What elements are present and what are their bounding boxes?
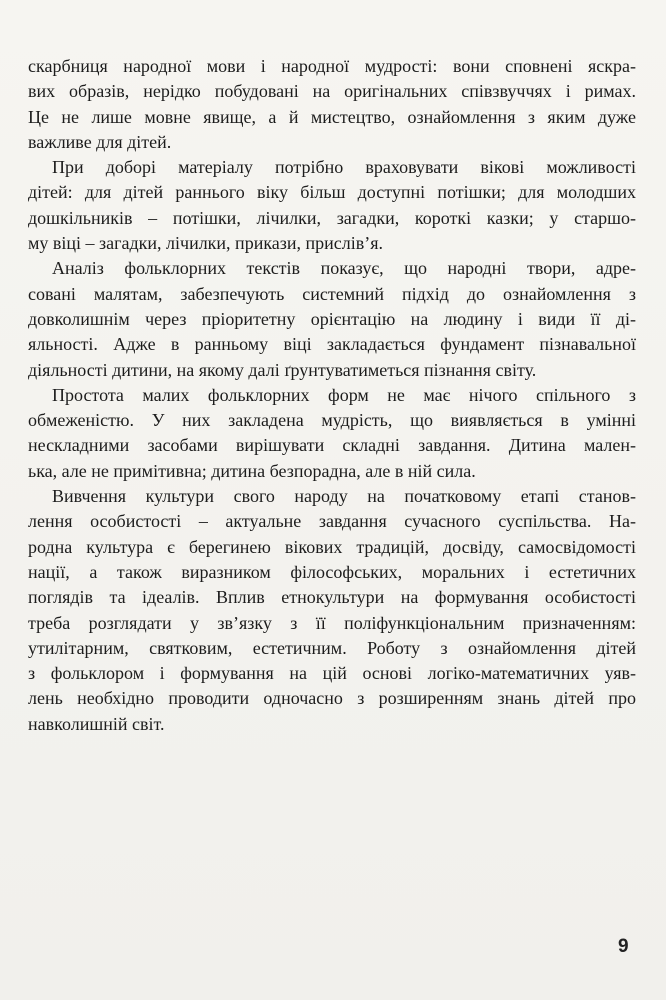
text-line: дітей: для дітей раннього віку більш доступні потішки; для молодших [28,182,636,203]
text-line: довколишнім через пріоритетну орієнтацію на людину і види її ді- [28,308,636,329]
text-line: лення особистості – актуальне завдання сучасного суспільства. На- [28,511,636,532]
paragraph [28,383,636,484]
text-line: родна культура є берегинею вікових традицій, досвіду, самосвідомості [28,536,636,557]
text-line: обмеженістю. У них закладена мудрість, що виявляється в умінні [28,410,636,431]
text-line: вих образів, нерідко побудовані на оригінальних співзвуччях і римах. [28,81,636,102]
text-line: нескладними засобами вирішувати складні завдання. Дитина мален- [28,435,636,456]
text-line: навколишній світ. [28,713,165,734]
text-line: дошкільників – потішки, лічилки, загадки, короткі казки; у старшо- [28,207,636,228]
text-line: му віці – загадки, лічилки, прикази, прислів’я. [28,233,384,254]
page-number: 9 [618,936,629,957]
text-line: поглядів та ідеалів. Вплив етнокультури на формування особистості [28,587,636,608]
paragraph [28,54,636,155]
text-line: нації, а також виразником філософських, моральних і естетичних [28,561,636,582]
text-line: скарбниця народної мови і народної мудрості: вони сповнені яскра- [28,56,636,76]
text-line: совані малятам, забезпечують системний підхід до ознайомлення з [28,283,636,304]
text-line: утилітарним, святковим, естетичним. Роботу з ознайомлення дітей [28,637,636,658]
text-line: важливе для дітей. [28,131,172,152]
text-line: Простота малих фольклорних форм не має нічого спільного з [52,384,636,405]
text-line: треба розглядати у зв’язку з її поліфункціональним призначенням: [28,612,636,633]
paragraph [28,256,636,382]
body-text [28,54,636,737]
text-line: ька, але не примітивна; дитина безпорадна, але в ній сила. [28,460,476,481]
text-line: Аналіз фольклорних текстів показує, що народні твори, адре- [52,258,636,279]
text-line: діяльності дитини, на якому далі ґрунтуватиметься пізнання світу. [28,359,537,380]
paragraph [28,484,636,737]
text-line: з фольклором і формування на цій основі логіко-математичних уяв- [28,663,636,684]
text-line: лень необхідно проводити одночасно з розширенням знань дітей про [28,688,636,709]
text-line: При доборі матеріалу потрібно враховувати вікові можливості [52,157,636,178]
paragraph [28,155,636,256]
text-line: Це не лише мовне явище, а й мистецтво, ознайомлення з яким дуже [28,106,636,127]
text-line: Вивчення культури свого народу на початковому етапі станов- [52,486,636,507]
text-line: яльності. Адже в ранньому віці закладається фундамент пізнавальної [28,334,636,355]
